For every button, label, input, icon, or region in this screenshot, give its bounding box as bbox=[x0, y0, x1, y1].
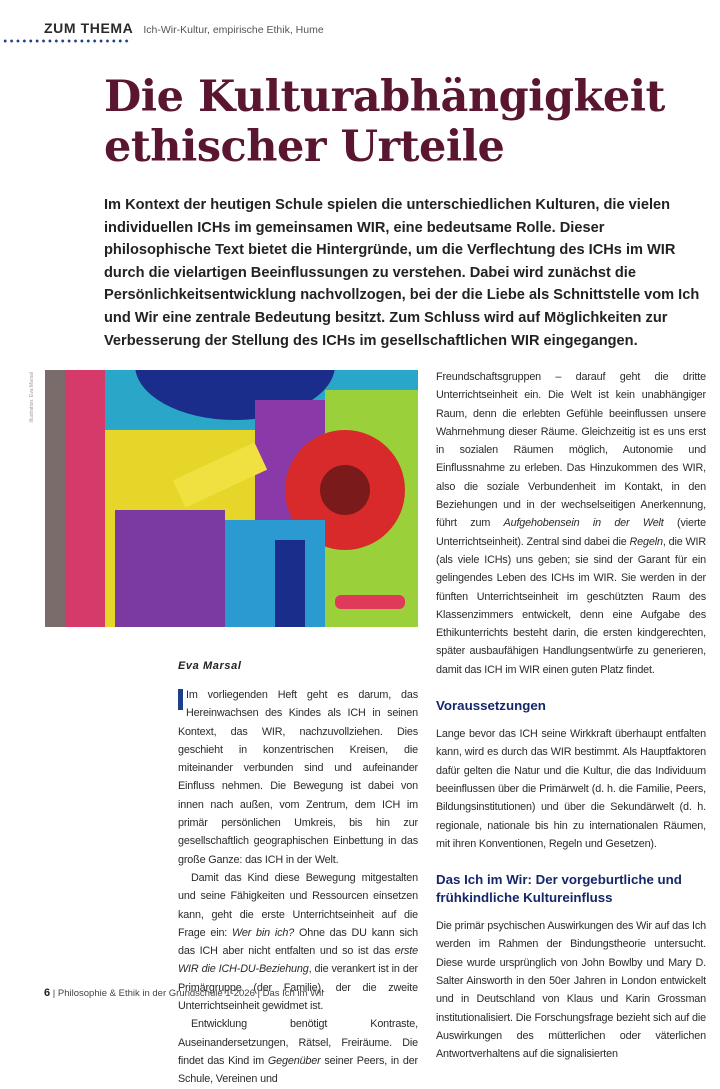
paragraph bbox=[436, 368, 706, 679]
text: Ohne das DU kann sich das ICH aber nicht entfalten und so ist das bbox=[178, 926, 418, 958]
text: Freundschaftsgruppen – darauf geht die dritte Unterrichtseinheit ein. Die Welt ist kein unabhängiger Raum, denn die erlebten Gefühle beeinflussen unsere Wahrnehmung dieser Räume. Gleichzeitig ist es uns erst in sozialen Räumen möglich, Autonomie und Einflussnahme zu erleben. Das Hinzukommen des WIR, also die soziale Verbundenheit im Kontakt, in den Beziehungen und in der wechselseitigen Anerkennung, führt zum bbox=[436, 371, 706, 530]
image-credit: Illustration: Eva Marsal bbox=[29, 372, 35, 423]
page-number: 6 bbox=[44, 987, 51, 999]
italic-text: Gegenüber bbox=[267, 1054, 321, 1067]
italic-text: Regeln bbox=[629, 535, 663, 548]
left-column bbox=[178, 686, 418, 1089]
right-column bbox=[436, 368, 706, 1064]
text: (vierte Unterrichtseinheit). Zentral sind dabei die bbox=[436, 517, 706, 548]
paragraph-text: m vorliegenden Heft geht es darum, das Hereinwachsen des Kindes als ICH in seinen Kontext, das WIR, nachzuvollziehen. Dies geschieht in konzentrischen Kreisen, die miteinander verbunden sind und aufeinander Einfluss nehmen. Die Bewegung ist dabei von innen nach außen, vom Zentrum, dem ICH im primär persönlichen Umkreis, bis hin zur gesellschaftlich geographischen Einbettung in das große Ganze: das ICH in der Welt. bbox=[178, 689, 418, 866]
italic-text: Aufgehobensein in der Welt bbox=[503, 517, 664, 530]
title-line2: ethischer Urteile bbox=[104, 122, 505, 172]
paragraph bbox=[178, 1015, 418, 1088]
section-topic: Ich-Wir-Kultur, empirische Ethik, Hume bbox=[143, 24, 324, 36]
paragraph: Lange bevor das ICH seine Wirkkraft überhaupt entfalten kann, wird es durch das WIR bestimmt. Als Hauptfaktoren dafür gelten die Natur und die Kultur, die das Individuum beeinflussen über die Primärwelt (d. h. die Familie, Peers, Bildungsinstitutionen) und über die Sekundärwelt (d. h. regionale, nationale bis hin zu internationalen Räumen, mit ihren Konventionen, Regeln und Gesetzen). bbox=[436, 728, 706, 850]
dotted-rule bbox=[2, 39, 130, 43]
title-part: Die bbox=[104, 72, 198, 122]
illustration bbox=[45, 370, 418, 627]
text: Damit das Kind diese Bewegung mitgestalten und seine Fähigkeiten und Ressourcen einsetzen kann, geht die erste Unterrichtseinheit auf die Frage ein: bbox=[178, 871, 418, 939]
text: Entwicklung benötigt Kontraste, Auseinandersetzungen, Rätsel, Freiräume. Die findet das Kind im bbox=[178, 1018, 418, 1067]
drop-initial-bar bbox=[178, 689, 183, 710]
paragraph: Im vorliegenden Heft geht es darum, das Hereinwachsen des Kindes als ICH in seinen Kontext, das WIR, nachzuvollziehen. Dies geschieht in konzentrischen Kreisen, die miteinander verbunden sind und aufeinander Einfluss nehmen. Die Bewegung ist dabei von innen nach außen, vom Zentrum, dem ICH im primär persönlichen Umkreis, bis hin zur gesellschaftlich geographischen Einbettung in das große Ganze: das ICH in der Welt. bbox=[178, 689, 418, 866]
footer-text: Philosophie & Ethik in der Grundschule 1-2026 | Das Ich im Wir bbox=[57, 988, 325, 999]
text: , die WIR (als viele ICHs) uns geben; sie sind der Garant für ein gelingendes Leben des ICHs im WIR. Sie werden in der fünften Unterrichtseinheit im geschützten Raum des Klassenzimmers entwickelt, denn eine Aufgabe des Ethikunterrichts besteht darin, die ersten kindgerechten, später ausbaufähigen Handlungsentwürfe zu generieren, damit das ICH im WIR einen guten Platz findet. bbox=[436, 535, 706, 676]
author-name: Eva Marsal bbox=[178, 660, 242, 672]
article-title bbox=[104, 72, 665, 172]
subheading: Voraussetzungen bbox=[436, 698, 546, 714]
section-label: ZUM THEMA bbox=[44, 20, 134, 36]
text: seiner Peers, in der Schule, Vereinen und bbox=[178, 1054, 418, 1086]
section-header bbox=[44, 20, 324, 36]
page-footer: 6 | Philosophie & Ethik in der Grundschule 1-2026 | Das Ich im Wir bbox=[44, 987, 325, 999]
subheading: Das Ich im Wir: Der vorgeburtliche und frühkindliche Kultureinfluss bbox=[436, 872, 682, 906]
text: , die verankert ist in der Primärgruppe (der Familie), der die zweite Unterrichtseinheit gewidmet ist. bbox=[178, 963, 418, 1013]
title-bold: Kulturabhängigkeit bbox=[197, 72, 665, 122]
italic-text: Wer bin ich? bbox=[232, 926, 295, 939]
italic-text: erste WIR die ICH-DU-Beziehung bbox=[178, 945, 418, 976]
lead-paragraph: Im Kontext der heutigen Schule spielen die unterschiedlichen Kulturen, die vielen individuellen ICHs im gemeinsamen WIR, eine bedeutsame Rolle. Dieser philosophische Text bietet die Hintergründe, um die Verflechtung des ICHs im WIR durch die vielartigen Beeinflussungen zu verstehen. Dabei wird zunächst die Persönlichkeitsentwicklung nachvollzogen, bei der die Liebe als Schnittstelle vom Ich und Wir eine zentrale Bedeutung besitzt. Zum Schluss wird auf Möglichkeiten zur Verbesserung der Stellung des ICHs im gesellschaftlichen WIR eingegangen. bbox=[104, 197, 700, 349]
paragraph: Die primär psychischen Auswirkungen des Wir auf das Ich werden im Rahmen der Bindungstheorie untersucht. Diese wurde ursprünglich von John Bowlby und Mary D. Salter Ainsworth in den 50er Jahren in London entwickelt und in Deutschland von Klaus und Karin Grossman institutionalisiert. Die Forschungsfrage bezieht sich auf die Auswirkungen des mütterlichen oder väterlichen Antwortverhaltens auf die signalisierten bbox=[436, 920, 706, 1061]
